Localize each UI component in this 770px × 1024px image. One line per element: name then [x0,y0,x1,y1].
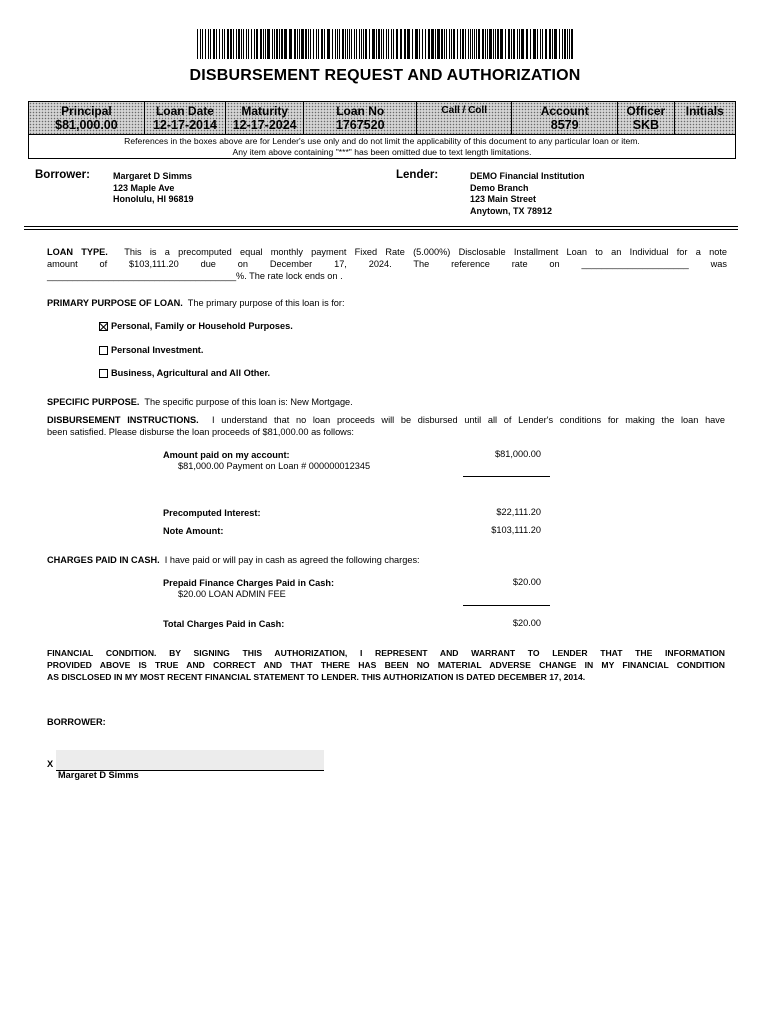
barcode-bar [493,29,494,59]
barcode-bar [213,29,215,59]
barcode-bar [241,29,242,59]
barcode-bar [393,29,394,59]
barcode-bar [489,29,492,59]
prepaid-charges-value: $20.00 [512,577,541,587]
barcode-bar [339,29,340,59]
barcode-bar [363,29,364,59]
barcode-bar [415,29,418,59]
barcode-bar [419,29,420,59]
barcode-bar [508,29,510,59]
barcode-bar [297,29,298,59]
barcode-bar [497,29,499,59]
barcode-bar [388,29,389,59]
barcode-bar [219,29,220,59]
barcode-bar [545,29,547,59]
amount-underline [463,476,550,477]
purpose-option-personal[interactable]: Personal, Family or Household Purposes. [99,320,293,332]
barcode-bar [324,29,325,59]
precomputed-interest-label: Precomputed Interest: [163,508,261,518]
barcode-bar [519,29,520,59]
barcode-bar [205,29,206,59]
barcode-bar [457,29,458,59]
barcode-bar [222,29,223,59]
barcode-bar [248,29,249,59]
barcode-bar [549,29,551,59]
prepaid-charges-label: Prepaid Finance Charges Paid in Cash: [163,578,335,588]
barcode-bar [224,29,225,59]
barcode-bar [284,29,287,59]
barcode-bar [254,29,255,59]
barcode-bar [407,29,410,59]
barcode-bar [227,29,229,59]
barcode-bar [449,29,450,59]
barcode-bar [197,29,198,59]
barcode-bar [216,29,217,59]
barcode-bar [526,29,528,59]
specific-purpose: SPECIFIC PURPOSE. The specific purpose of this loan is: New Mortgage. [47,397,353,407]
barcode-bar [470,29,471,59]
barcode-bar [465,29,466,59]
barcode-bar [404,29,406,59]
checkbox-icon[interactable] [99,369,108,378]
signature-field[interactable] [56,750,324,771]
financial-condition: FINANCIAL CONDITION. BY SIGNING THIS AUTHORIZATION, I REPRESENT AND WARRANT TO LENDER THAT THE INFORMATION PROVIDED ABOVE IS TRUE AND CORRECT AND THAT THERE HAS BEEN NO MATERIAL ADVERSE CHANGE IN MY FINANCIAL CONDITION AS DISCLOSED IN MY MOST RECENT FINANCIAL STATEMENT TO LENDER. THIS AUTHORIZATION IS DATED DECEMBER 17, 2014. [47,648,725,682]
barcode-bar [263,29,264,59]
loan-reference-boxes [28,101,736,159]
barcode-bar [208,29,209,59]
purpose-option-business[interactable]: Business, Agricultural and All Other. [99,367,270,379]
barcode-bar [474,29,475,59]
signer-name: Margaret D Simms [58,770,139,780]
barcode-icon [197,29,573,59]
barcode-bar [233,29,234,59]
barcode-bar [308,29,309,59]
barcode-bar [552,29,553,59]
barcode-bar [453,29,455,59]
barcode-bar [485,29,486,59]
barcode-bar [412,29,413,59]
barcode-bar [354,29,355,59]
barcode-bar [294,29,296,59]
document-title: DISBURSEMENT REQUEST AND AUTHORIZATION [189,67,581,84]
barcode-bar [310,29,311,59]
note-amount-label: Note Amount: [163,526,224,536]
divider-bottom [24,229,738,230]
barcode-bar [246,29,247,59]
barcode-bar [391,29,392,59]
account-box: Account 8579 [512,102,618,134]
barcode-bar [337,29,338,59]
barcode-bar [327,29,330,59]
barcode-bar [446,29,447,59]
barcode-bar [495,29,496,59]
barcode-bar [513,29,515,59]
barcode-bar [316,29,317,59]
barcode-bar [500,29,503,59]
barcode-bar [478,29,480,59]
barcode-bar [378,29,380,59]
barcode-bar [349,29,350,59]
barcode-bar [351,29,352,59]
barcode-bar [243,29,244,59]
barcode-bar [260,29,262,59]
box-note: References in the boxes above are for Lender's use only and do not limit the applicability of this document to any particular loan or item. Any item above containing "***" has been omitted due to text length limitations. [124,136,640,157]
total-charges-label: Total Charges Paid in Cash: [163,619,285,629]
loan-type-section: LOAN TYPE. This is a precomputed equal monthly payment Fixed Rate (5.000%) Disclosable Installment Loan to an Individual for a note amount of $103,111.20 due on December 17, 2024. The reference rate on _____________________ was _____________________________________%. The rate lock ends on . [47,247,727,281]
barcode-bar [530,29,531,59]
total-charges-value: $20.00 [512,618,541,628]
barcode-bar [542,29,543,59]
barcode-bar [356,29,357,59]
divider-top [24,226,738,227]
barcode-bar [383,29,384,59]
barcode-bar [569,29,570,59]
barcode-bar [332,29,333,59]
barcode-bar [299,29,300,59]
barcode-bar [444,29,445,59]
barcode-bar [236,29,237,59]
purpose-option-investment[interactable]: Personal Investment. [99,344,203,356]
charges-underline [463,605,550,606]
signature-x-mark: X [47,759,54,769]
barcode-bar [305,29,307,59]
amount-paid-label: Amount paid on my account: [163,450,290,460]
barcode-bar [289,29,292,59]
barcode-bar [267,29,270,59]
barcode-bar [230,29,232,59]
borrower-info: Margaret D Simms 123 Maple Ave Honolulu, HI 96819 [113,171,194,204]
barcode-bar [468,29,469,59]
barcode-bar [441,29,443,59]
barcode-bar [428,29,430,59]
barcode-bar [537,29,538,59]
barcode-bar [517,29,518,59]
barcode-bar [567,29,568,59]
barcode-bar [274,29,275,59]
borrower-label: Borrower: [35,169,90,181]
barcode-bar [431,29,434,59]
barcode-bar [437,29,440,59]
barcode-bar [365,29,367,59]
barcode-bar [540,29,541,59]
checkbox-checked-icon[interactable] [99,322,108,331]
barcode-bar [276,29,278,59]
lender-info: DEMO Financial Institution Demo Branch 123 Main Street Anytown, TX 78912 [470,171,585,216]
barcode-bar [359,29,360,59]
barcode-bar [342,29,344,59]
barcode-bar [361,29,362,59]
barcode-bar [533,29,536,59]
barcode-bar [238,29,240,59]
loan-no-box: Loan No 1767520 [304,102,417,134]
barcode-bar [345,29,346,59]
barcode-bar [321,29,323,59]
barcode-bar [511,29,512,59]
barcode-bar [301,29,304,59]
borrower-signature-heading: BORROWER: [47,717,106,727]
principal-box: Principal $81,000.00 [29,102,145,134]
payment-detail: $81,000.00 Payment on Loan # 000000012345 [178,461,371,471]
barcode-bar [281,29,283,59]
barcode-bar [251,29,252,59]
barcode-bar [372,29,375,59]
barcode-bar [482,29,484,59]
barcode-bar [564,29,566,59]
barcode-bar [200,29,201,59]
amount-paid-value: $81,000.00 [495,449,541,459]
maturity-box: Maturity 12-17-2024 [226,102,304,134]
barcode-bar [476,29,477,59]
barcode-bar [400,29,402,59]
note-amount-value: $103,111.20 [491,525,541,535]
barcode-bar [386,29,387,59]
barcode-bar [487,29,488,59]
barcode-bar [521,29,524,59]
barcode-bar [422,29,423,59]
barcode-bar [279,29,280,59]
barcode-bar [571,29,573,59]
checkbox-icon[interactable] [99,346,108,355]
barcode-bar [435,29,436,59]
barcode-bar [202,29,203,59]
barcode-bar [505,29,506,59]
call-coll-box: Call / Coll [417,102,512,134]
charges-heading: CHARGES PAID IN CASH. I have paid or will pay in cash as agreed the following charges: [47,555,420,565]
barcode-bar [381,29,382,59]
barcode-bar [460,29,461,59]
barcode-bar [451,29,452,59]
barcode-bar [559,29,560,59]
lender-label: Lender: [396,169,439,181]
barcode-bar [256,29,258,59]
barcode-bar [554,29,557,59]
barcode-bar [313,29,314,59]
initials-box: Initials [685,104,724,118]
barcode-bar [462,29,464,59]
barcode-bar [210,29,211,59]
loan-date-box: Loan Date 12-17-2014 [145,102,226,134]
barcode-bar [425,29,426,59]
barcode-bar [396,29,398,59]
barcode-bar [472,29,473,59]
barcode-bar [347,29,348,59]
barcode-bar [265,29,266,59]
barcode-bar [369,29,370,59]
precomputed-interest-value: $22,111.20 [496,507,541,517]
barcode-bar [376,29,377,59]
prepaid-charges-detail: $20.00 LOAN ADMIN FEE [178,589,286,599]
barcode-bar [318,29,319,59]
primary-purpose-heading: PRIMARY PURPOSE OF LOAN. The primary purpose of this loan is for: [47,298,345,308]
barcode-bar [272,29,273,59]
barcode-bar [335,29,336,59]
barcode-bar [562,29,563,59]
officer-box: Officer SKB [618,102,674,134]
disbursement-instructions: DISBURSEMENT INSTRUCTIONS. I understand that no loan proceeds will be disbursed until all of Lender's conditions for making the loan have been satisfied. Please disburse the loan proceeds of $81,000.00 as follows: [47,415,725,437]
